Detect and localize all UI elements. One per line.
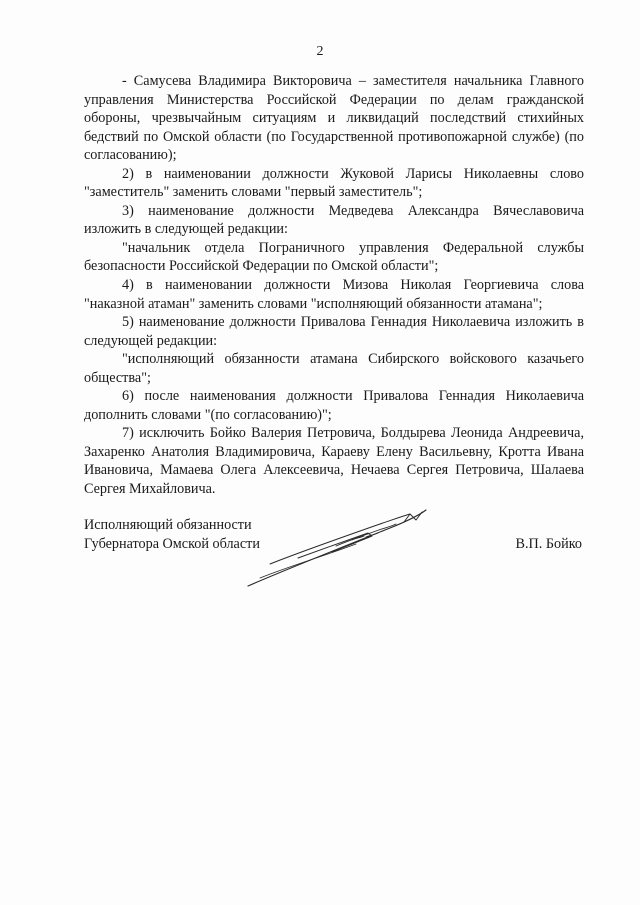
signatory-name: В.П. Бойко — [515, 536, 582, 552]
paragraph-item-4: 4) в наименовании должности Мизова Николая Георгиевича слова "наказной атаман" заменить словами "исполняющий обязанности атамана"; — [84, 277, 584, 312]
paragraph-item-2: 2) в наименовании должности Жуковой Ларисы Николаевны слово "заместитель" заменить словами "первый заместитель"; — [84, 165, 584, 201]
paragraph-quote-5: "исполняющий обязанности атамана Сибирского войскового казачьего общества"; — [84, 351, 584, 386]
paragraph-item-3: 3) наименование должности Медведева Александра Вячеславовича изложить в следующей редакции: — [84, 202, 584, 238]
paragraph-item-6: 6) после наименования должности Привалова Геннадия Николаевича дополнить словами "(по согласованию)"; — [84, 388, 584, 423]
page-number: 2 — [316, 44, 324, 59]
paragraph-samusev: - Самусева Владимира Викторовича – заместителя начальника Главного управления Министерства Российской Федерации по делам гражданской обороны, чрезвычайным ситуациям и ликвидаций последствий стихийных бедствий по Омской области (по Государственной противопожарной службе) (по согласованию); — [84, 73, 584, 164]
signatory-title-line1: Исполняющий обязанности — [84, 517, 252, 533]
signatory-title-line2: Губернатора Омской области — [84, 535, 260, 552]
paragraph-item-7: 7) исключить Бойко Валерия Петровича, Болдырева Леонида Андреевича, Захаренко Анатолия Владимировича, Караеву Елену Васильевну, Кротта Ивана Ивановича, Мамаева Олега Алексеевича, Нечаева Сергея Петровича, Шалаева Сергея Михайловича. — [84, 425, 584, 498]
document-body — [84, 72, 584, 499]
paragraph-quote-3: "начальник отдела Пограничного управления Федеральной службы безопасности Российской Федерации по Омской области"; — [84, 239, 584, 275]
handwritten-signature — [240, 500, 440, 592]
paragraph-item-5: 5) наименование должности Привалова Геннадия Николаевича изложить в следующей редакции: — [84, 314, 584, 349]
